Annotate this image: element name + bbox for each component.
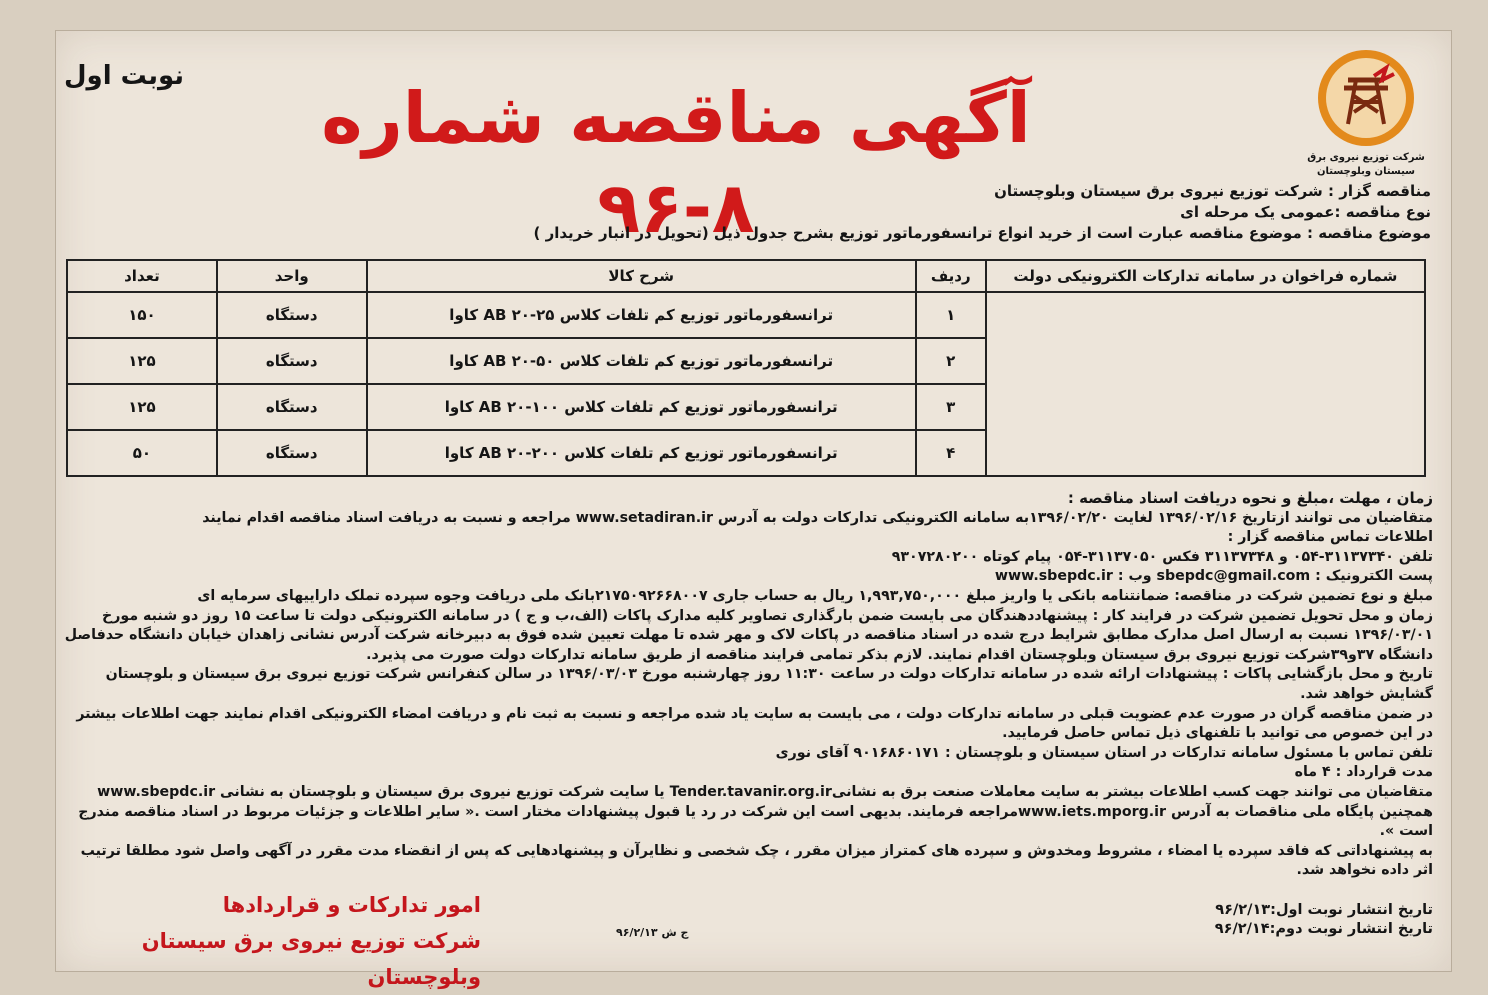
item-description: ترانسفورماتور توزیع کم تلفات کلاس AB ۲۰-۲۰۰ کاوا <box>367 430 916 476</box>
contact-phones: تلفن ۳۱۱۳۷۳۴۰-۰۵۴ و ۳۱۱۳۷۳۴۸ فکس ۳۱۱۳۷۰۵۰-۰۵۴ پیام کوتاه ۹۳۰۷۲۸۰۲۰۰ <box>891 548 1433 565</box>
publication-dates <box>913 901 1433 939</box>
header-row-number: ردیف <box>916 260 986 292</box>
item-unit: دستگاه <box>217 338 367 384</box>
intro-block <box>431 181 1431 244</box>
opening-paragraph: تاریخ و محل بازگشایی پاکات : پیشنهادات ارائه شده در سامانه تدارکات دولت در ساعت ۱۱:۳۰ روز چهارشنبه مورخ ۱۳۹۶/۰۳/۰۳ در سالن کنفرانس شرکت توزیع نیروی برق سیستان و بلوچستان گشایش خواهد شد. <box>105 666 1433 702</box>
item-quantity: ۱۲۵ <box>67 384 217 430</box>
more-info-paragraph: متقاضیان می توانند جهت کسب اطلاعات بیشتر به سایت معاملات صنعت برق به نشانیTender.tavanir.org.ir یا سایت شرکت توزیع نیروی برق سیستان و بلوچستان به نشانی www.sbepdc.ir همچنین پایگاه ملی مناقصات به آدرس www.iets.mporg.irمراجعه فرمایند. بدیهی است این شرکت در رد یا قبول پیشنهادات مختار است .« سایر اطلاعات و جزئیات مربوط در اسناد مناقصه مندرج است ». <box>78 783 1433 840</box>
contact-email-web: پست الکترونیک : sbepdc@gmail.com وب : www.sbepdc.ir <box>994 568 1433 585</box>
contract-duration: مدت قرارداد : ۴ ماه <box>1294 764 1433 781</box>
item-quantity: ۱۲۵ <box>67 338 217 384</box>
issuer-company: شرکت توزیع نیروی برق سیستان وبلوچستان <box>141 929 481 989</box>
header-unit: واحد <box>217 260 367 292</box>
row-number: ۳ <box>916 384 986 430</box>
header-quantity: تعداد <box>67 260 217 292</box>
tender-type: نوع مناقصه :عمومی یک مرحله ای <box>1180 203 1431 221</box>
documents-paragraph: متقاضیان می توانند ازتاریخ ۱۳۹۶/۰۲/۱۶ لغایت ۱۳۹۶/۰۲/۲۰به سامانه الکترونیکی تدارکات دولت به آدرس www.setadiran.ir مراجعه و نسبت به دریافت اسناد مناقصه اقدام نمایند <box>202 509 1433 526</box>
row-number: ۴ <box>916 430 986 476</box>
table-header-row <box>67 260 1425 292</box>
first-publication-date: تاریخ انتشار نوبت اول:۹۶/۲/۱۳ <box>1215 902 1433 918</box>
registration-paragraph: در ضمن مناقصه گران در صورت عدم عضویت قبلی در سامانه تدارکات دولت ، می بایست به سایت یاد شده مراجعه و نسبت به ثبت نام و دریافت امضاء الکترونیکی اقدام نمایند جهت اطلاعات بیشتر در این خصوص می توانید با تلفنهای ذیل تماس حاصل فرمایید. <box>76 705 1433 742</box>
rejection-paragraph: به پیشنهاداتی که فاقد سپرده یا امضاء ، مشروط ومخدوش و سپرده های کمتراز میزان مقرر ، چک شخصی و نظایرآن و پیشنهادهایی که پس از انقضاء مدت مقرر در آگهی واصل شود مطلقا ترتیب اثر داده نخواهد شد. <box>80 842 1433 879</box>
power-utility-logo-icon <box>1314 46 1418 150</box>
section-heading-contact: اطلاعات تماس مناقصه گزار : <box>1227 529 1433 546</box>
item-description: ترانسفورماتور توزیع کم تلفات کلاس AB ۲۰-۱۰۰ کاوا <box>367 384 916 430</box>
item-quantity: ۵۰ <box>67 430 217 476</box>
call-number-cell <box>986 292 1425 476</box>
issuer-department: امور تدارکات و قراردادها <box>222 893 481 917</box>
support-phone: تلفن تماس با مسئول سامانه تدارکات در استان سیستان و بلوچستان : ۹۰۱۶۸۶۰۱۷۱ آقای نوری <box>775 744 1433 761</box>
guarantee-paragraph: مبلغ و نوع تضمین شرکت در مناقصه: ضمانتنامه بانکی یا واریز مبلغ ۱,۹۹۳,۷۵۰,۰۰۰ ریال به حساب جاری ۲۱۷۵۰۹۲۶۶۸۰۰۷بانک ملی دریافت وجوه سپرده تملک داراییهای سرمایه ای <box>197 587 1433 604</box>
item-description: ترانسفورماتور توزیع کم تلفات کلاس AB ۲۰-۲۵ کاوا <box>367 292 916 338</box>
header-description: شرح کالا <box>367 260 916 292</box>
logo-caption-2: سیستان وبلوچستان <box>1316 166 1416 177</box>
issuer-signature <box>61 887 481 995</box>
company-logo <box>1306 46 1426 178</box>
row-number: ۱ <box>916 292 986 338</box>
logo-caption-1: شرکت توزیع نیروی برق <box>1307 152 1425 163</box>
notice-body <box>63 489 1433 881</box>
tender-organizer: مناقصه گزار : شرکت توزیع نیروی برق سیستان وبلوچستان <box>994 182 1431 200</box>
item-unit: دستگاه <box>217 384 367 430</box>
item-unit: دستگاه <box>217 430 367 476</box>
section-heading-documents: زمان ، مهلت ،مبلغ و نحوه دریافت اسناد مناقصه : <box>1067 489 1433 507</box>
publication-turn: نوبت اول <box>64 61 185 91</box>
item-unit: دستگاه <box>217 292 367 338</box>
publication-code: ج ش ۹۶/۲/۱۳ <box>616 926 689 939</box>
tender-subject: موضوع مناقصه : موضوع مناقصه عبارت است از خرید انواع ترانسفورماتور توزیع بشرح جدول ذیل (تحویل در انبار خریدار ) <box>533 224 1431 242</box>
notice-title: آگهی مناقصه شماره ۸-۹۶ <box>321 77 1031 249</box>
item-quantity: ۱۵۰ <box>67 292 217 338</box>
header-call-number: شماره فراخوان در سامانه تدارکات الکترونیکی دولت <box>986 260 1425 292</box>
row-number: ۲ <box>916 338 986 384</box>
items-table <box>66 259 1426 477</box>
second-publication-date: تاریخ انتشار نوبت دوم:۹۶/۲/۱۴ <box>1214 921 1433 937</box>
item-description: ترانسفورماتور توزیع کم تلفات کلاس AB ۲۰-۵۰ کاوا <box>367 338 916 384</box>
tender-notice <box>55 30 1452 989</box>
delivery-paragraph: زمان و محل تحویل تضمین شرکت در فرایند کار : پیشنهاددهندگان می بایست ضمن بارگذاری تصاویر کلیه مدارک پاکات (الف،ب و ج ) در سامانه الکترونیکی دولت تا ساعت ۱۵ روز دو شنبه مورخ ۱۳۹۶/۰۳/۰۱ نسبت به ارسال اصل مدارک مطابق شرایط درج شده در اسناد مناقصه در پاکات لاک و مهر شده تا مهلت تعیین شده فوق به دبیرخانه شرکت آدرس نشانی زاهدان خیابان دانشگاه حدفاصل دانشگاه ۳۷و۳۹شرکت توزیع نیروی برق سیستان وبلوچستان اقدام نمایند. لازم بذکر تمامی فرایند مناقصه از طریق سامانه تدارکات دولت صورت می پذیرد. <box>64 607 1433 663</box>
table-row <box>67 292 1425 338</box>
